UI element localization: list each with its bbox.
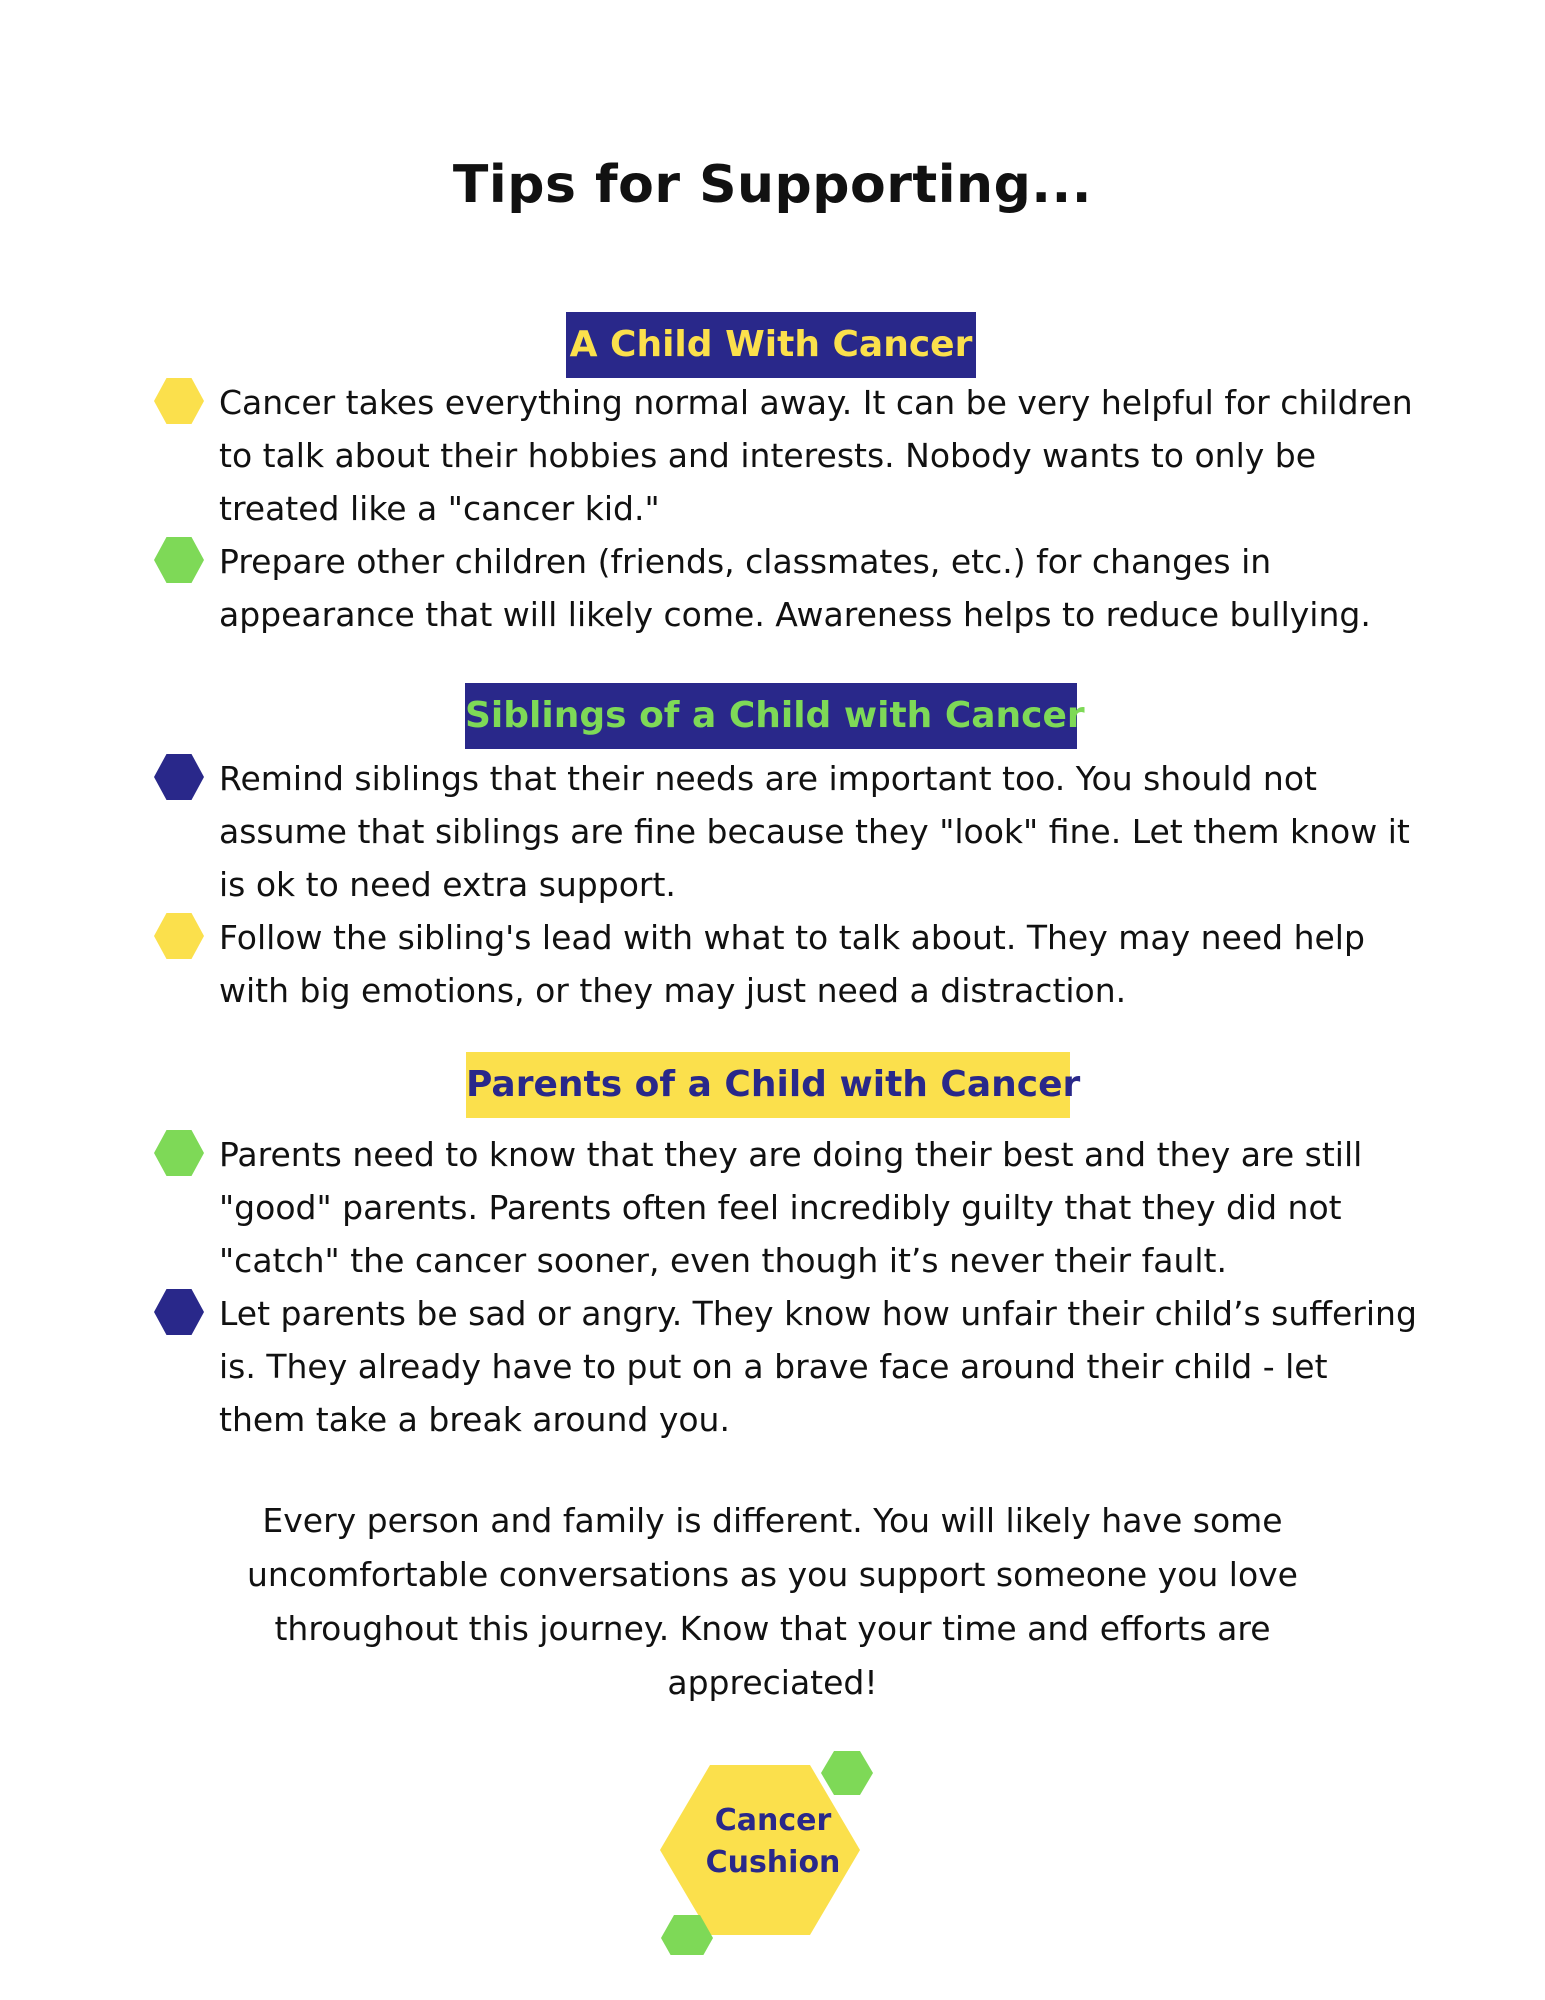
navy-hexagon-icon [154, 1289, 204, 1335]
closing-line: uncomfortable conversations as you support someone you love [247, 1555, 1298, 1594]
tip-line: Follow the sibling's lead with what to talk about. They may need help [219, 918, 1365, 957]
section-heading-siblings: Siblings of a Child with Cancer [465, 683, 1077, 749]
green-hexagon-icon [154, 1130, 204, 1176]
tip-text [219, 376, 1413, 535]
closing-paragraph [0, 1494, 1545, 1710]
tip-line: assume that siblings are fine because they "look" fine. Let them know it [219, 812, 1410, 851]
section-heading-child: A Child With Cancer [566, 312, 976, 378]
tip-line: to talk about their hobbies and interests. Nobody wants to only be [219, 436, 1317, 475]
yellow-hexagon-icon [154, 913, 204, 959]
tip-line: treated like a "cancer kid." [219, 489, 660, 528]
tip-text [219, 1287, 1417, 1446]
tip-line: with big emotions, or they may just need a distraction. [219, 971, 1127, 1010]
tip-text [219, 535, 1399, 641]
tip-line: is ok to need extra support. [219, 865, 676, 904]
logo-text-line2: Cushion [705, 1845, 841, 1880]
tip-line: Prepare other children (friends, classmates, etc.) for changes in [219, 542, 1272, 581]
yellow-hexagon-icon [154, 378, 204, 424]
tip-line: "catch" the cancer sooner, even though it’s never their fault. [219, 1241, 1227, 1280]
tip-line: is. They already have to put on a brave face around their child - let [219, 1347, 1328, 1386]
closing-line: Every person and family is different. You will likely have some [262, 1501, 1283, 1540]
tip-line: "good" parents. Parents often feel incredibly guilty that they did not [219, 1188, 1342, 1227]
navy-hexagon-icon [154, 754, 204, 800]
tip-line: Cancer takes everything normal away. It can be very helpful for children [219, 383, 1413, 422]
logo-green-hexagon-top [821, 1751, 873, 1795]
tip-line: them take a break around you. [219, 1400, 730, 1439]
closing-line: appreciated! [667, 1663, 878, 1702]
logo-text-line1: Cancer [714, 1803, 832, 1838]
tip-line: Remind siblings that their needs are important too. You should not [219, 759, 1317, 798]
tip-text [219, 1128, 1399, 1287]
green-hexagon-icon [154, 537, 204, 583]
tip-line: Let parents be sad or angry. They know how unfair their child’s suffering [219, 1294, 1417, 1333]
tip-text [219, 752, 1410, 911]
tip-line: appearance that will likely come. Awareness helps to reduce bullying. [219, 595, 1371, 634]
closing-line: throughout this journey. Know that your time and efforts are [274, 1609, 1271, 1648]
tip-text [219, 911, 1399, 1017]
page-title: Tips for Supporting... [452, 155, 1093, 215]
section-heading-parents: Parents of a Child with Cancer [466, 1052, 1070, 1118]
tip-line: Parents need to know that they are doing their best and they are still [219, 1135, 1363, 1174]
